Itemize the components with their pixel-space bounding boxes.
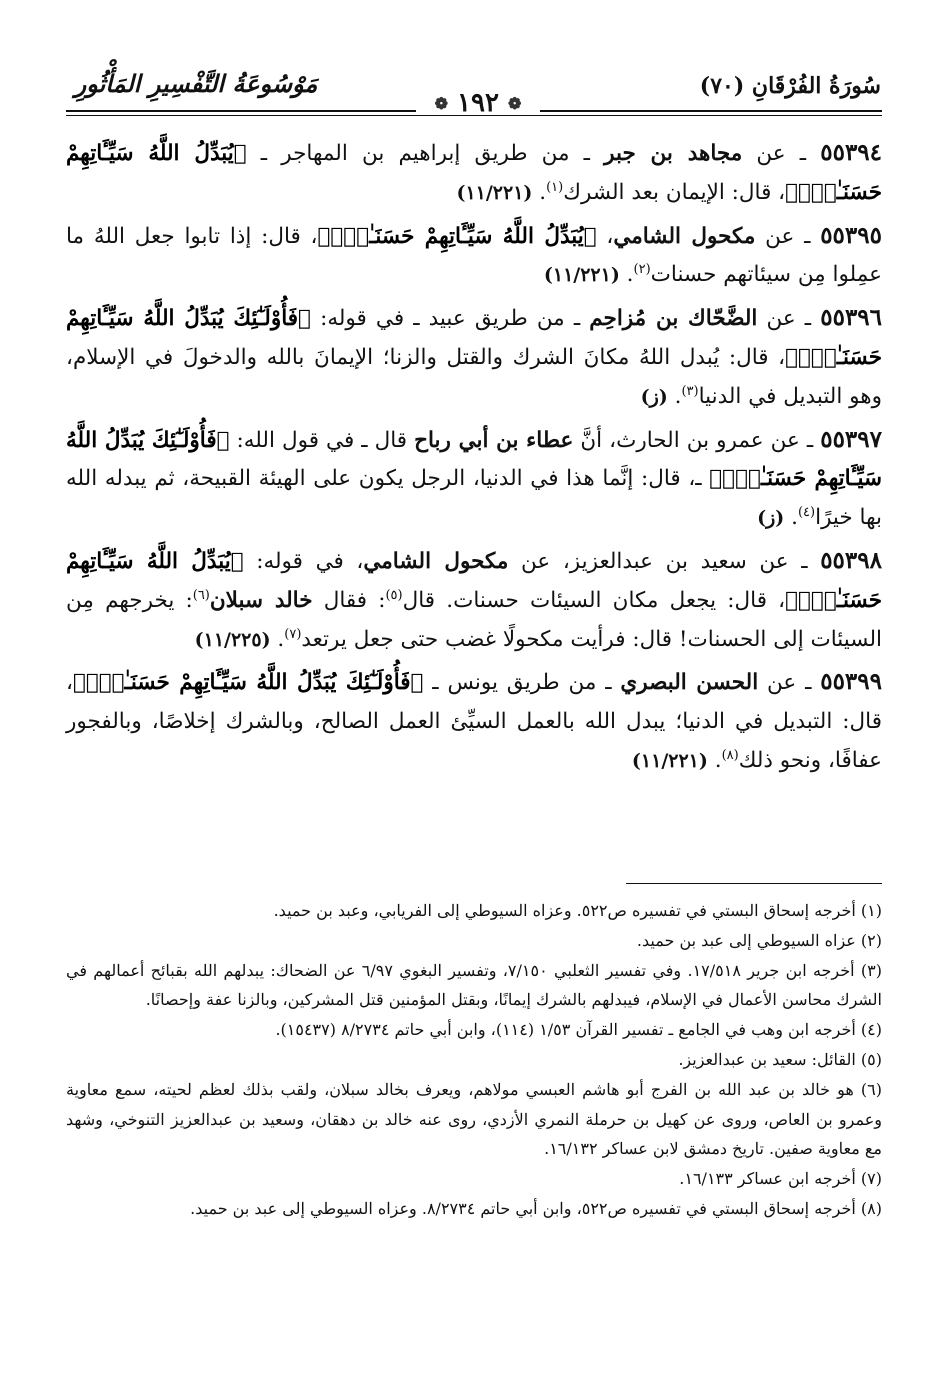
footnote-marker[interactable]: (٧)	[284, 626, 302, 642]
footnote: (٢) عزاه السيوطي إلى عبد بن حميد.	[636, 930, 882, 950]
quran-quote: ﴿فَأُوْلَـٰٓئِكَ يُبَدِّلُ اللَّهُ سَيِّـَٔاتِهِمْ حَسَنَـٰتٍۗ﴾	[66, 306, 882, 370]
text: ، قال: التبديل في الدنيا؛ يبدل الله بالعمل السيِّئ العمل الصالح، وبالشرك إخلاصًا، وبالفجور عفافًا، ونحو ذلك	[66, 670, 882, 773]
volume-reference: (١١/٢٢١)	[631, 749, 708, 772]
footnote: (٥) القائل: سعيد بن عبدالعزيز.	[678, 1049, 882, 1069]
text: ـ من طريق عبيد ـ في قوله:	[310, 306, 590, 332]
header-rule	[66, 110, 416, 112]
volume-reference: (١١/٢٢١)	[543, 264, 620, 287]
book-title: مَوْسُوعَةُ التَّفْسِيرِ المَأْثُورِ	[74, 69, 318, 98]
text: ، في قوله:	[243, 548, 364, 574]
text: ـ عن	[742, 141, 821, 166]
text: ـ عن عمرو بن الحارث، أنَّ	[573, 427, 821, 453]
header-rule-thin	[66, 115, 882, 116]
footnote-marker[interactable]: (١)	[546, 179, 564, 195]
header-rule	[540, 110, 882, 112]
footnote-marker[interactable]: (٥)	[385, 587, 403, 603]
quran-quote: ﴿يُبَدِّلُ اللَّهُ سَيِّـَٔاتِهِمْ حَسَنَـٰتٍۗ﴾	[317, 223, 597, 249]
text: ـ من طريق يونس ـ	[423, 670, 621, 696]
footnotes	[66, 896, 882, 1224]
volume-reference: (ز)	[640, 385, 668, 408]
footnote-marker[interactable]: (٣)	[681, 383, 699, 399]
text: ، قال: الإيمان بعد الشرك	[563, 179, 786, 205]
text: ـ عن	[758, 670, 821, 696]
footnote: (٣) أخرجه ابن جرير ١٧/٥١٨. وفي تفسير الثعلبي ٧/١٥٠، وتفسير البغوي ٦/٩٧ عن الضحاك: يبدلهم الله بقبائح أعمالهم في الشرك محاسن الأعمال في الإسلام، فيبدلهم بالشرك إيمانًا، وبقتل المؤمنين قتل المشركين، وبالزنا عفة وإحصانًا.	[66, 960, 882, 1010]
footnote: (٤) أخرجه ابن وهب في الجامع ـ تفسير القرآن ١/٥٣ (١١٤)، وابن أبي حاتم ٨/٢٧٣٤ (١٥٤٣٧).	[275, 1020, 882, 1040]
quran-quote: ﴿يُبَدِّلُ اللَّهُ سَيِّـَٔاتِهِمْ حَسَنَـٰتٍۗ﴾	[66, 141, 882, 205]
text: .	[707, 747, 722, 773]
narration-number: ٥٥٣٩٨	[820, 546, 882, 574]
text: ، قال: يُبدل اللهُ مكانَ الشرك والقتل والزنا؛ الإيمانَ بالله والدخولَ في الإسلام، وهو التبديل في الدنيا	[66, 344, 882, 409]
narrator-name: مكحول الشامي	[363, 548, 509, 574]
narration-entry	[66, 421, 882, 538]
text: .	[532, 179, 547, 205]
text: ـ من طريق إبراهيم بن المهاجر ـ	[246, 141, 605, 166]
narration-entry	[66, 663, 882, 780]
ornament-icon: ❁	[434, 94, 448, 113]
text: ـ عن	[755, 223, 821, 249]
text: .	[270, 626, 285, 652]
text: .	[667, 383, 682, 409]
narration-entry	[66, 542, 882, 659]
text: : يخرجهم مِن السيئات إلى الحسنات! قال: فرأيت مكحولًا غضب حتى جعل يرتعد	[66, 587, 882, 652]
surah-title: سُورَةُ الفُرْقَانِ (٧٠)	[699, 73, 881, 99]
quran-quote: ﴿فَأُوْلَـٰٓئِكَ يُبَدِّلُ اللَّهُ سَيِّـَٔاتِهِمْ حَسَنَـٰتٍۗ﴾	[72, 670, 424, 696]
footnote-marker[interactable]: (٢)	[633, 262, 651, 278]
volume-reference: (١١/٢٢٥)	[194, 628, 271, 651]
text: ـ عن سعيد بن عبدالعزيز، عن	[508, 548, 821, 574]
narration-number: ٥٥٣٩٥	[820, 221, 882, 249]
quran-quote: ﴿فَأُوْلَـٰٓئِكَ يُبَدِّلُ اللَّهُ سَيِّـَٔاتِهِمْ حَسَنَـٰتٍۗ﴾	[66, 427, 883, 492]
footnote: (٦) هو خالد بن عبد الله بن الفرج أبو هاشم العبسي مولاهم، ويعرف بخالد سبلان، ولقب بذلك لعظم لحيته، سمع معاوية وعمرو بن العاص، وروى عن كهيل بن حرملة النمري الأزدي، روى عنه خالد بن دهقان، وسعيد بن عبدالعزيز التنوخي، وشهد مع معاوية صفين. تاريخ دمشق لابن عساكر ١٦/١٣٢.	[66, 1079, 882, 1159]
narration-number: ٥٥٣٩٩	[820, 668, 882, 696]
narrator-name: عطاء بن أبي رباح	[414, 427, 574, 453]
narrator-name: خالد سبلان	[209, 587, 313, 613]
volume-reference: (١١/٢٢١)	[456, 181, 533, 204]
footnote-marker[interactable]: (٦)	[192, 587, 210, 603]
text: ـ، قال: إنَّما هذا في الدنيا، الرجل يكون على الهيئة القبيحة، ثم يبدله الله بها خيرًا	[66, 466, 882, 531]
quran-quote: ﴿يُبَدِّلُ اللَّهُ سَيِّـَٔاتِهِمْ حَسَنَـٰتٍۗ﴾	[66, 548, 882, 613]
text: ، قال: يجعل مكان السيئات حسنات. قال	[402, 587, 786, 613]
text: .	[619, 262, 634, 288]
narration-entry	[66, 217, 882, 296]
text: قال ـ في قول الله:	[229, 427, 415, 453]
text: ـ عن	[757, 306, 821, 332]
narrator-name: مكحول الشامي	[613, 223, 756, 249]
footnote: (٧) أخرجه ابن عساكر ١٦/١٣٣.	[679, 1169, 882, 1189]
footnote-marker[interactable]: (٨)	[721, 747, 739, 763]
main-text	[66, 134, 882, 785]
narrator-name: الحسن البصري	[620, 670, 759, 696]
footnote: (٨) أخرجه إسحاق البستي في تفسيره ص٥٢٢، وابن أبي حاتم ٨/٢٧٣٤. وعزاه السيوطي إلى عبد بن حميد.	[190, 1198, 882, 1218]
footnote: (١) أخرجه إسحاق البستي في تفسيره ص٥٢٢. وعزاه السيوطي إلى الفريابي، وعبد بن حميد.	[273, 901, 882, 920]
text: ، قال: إذا تابوا جعل اللهُ ما عمِلوا مِن سيئاتهم حسنات	[66, 223, 882, 288]
narration-number: ٥٥٣٩٤	[820, 139, 883, 166]
narration-number: ٥٥٣٩٧	[820, 425, 882, 453]
narration-entry	[66, 134, 882, 213]
narrator-name: مجاهد بن جبر	[604, 141, 743, 166]
page-number: ١٩٢	[457, 88, 499, 118]
text: ،	[596, 223, 614, 249]
text: .	[784, 505, 798, 531]
footnote-separator	[626, 883, 882, 884]
narration-number: ٥٥٣٩٦	[820, 304, 883, 332]
text: : فقال	[312, 587, 386, 613]
volume-reference: (ز)	[757, 507, 785, 530]
footnote-marker[interactable]: (٤)	[797, 505, 816, 521]
ornament-icon: ❁	[508, 94, 522, 113]
narration-entry	[66, 299, 882, 416]
narrator-name: الضَّحّاك بن مُزاحِم	[589, 306, 758, 332]
